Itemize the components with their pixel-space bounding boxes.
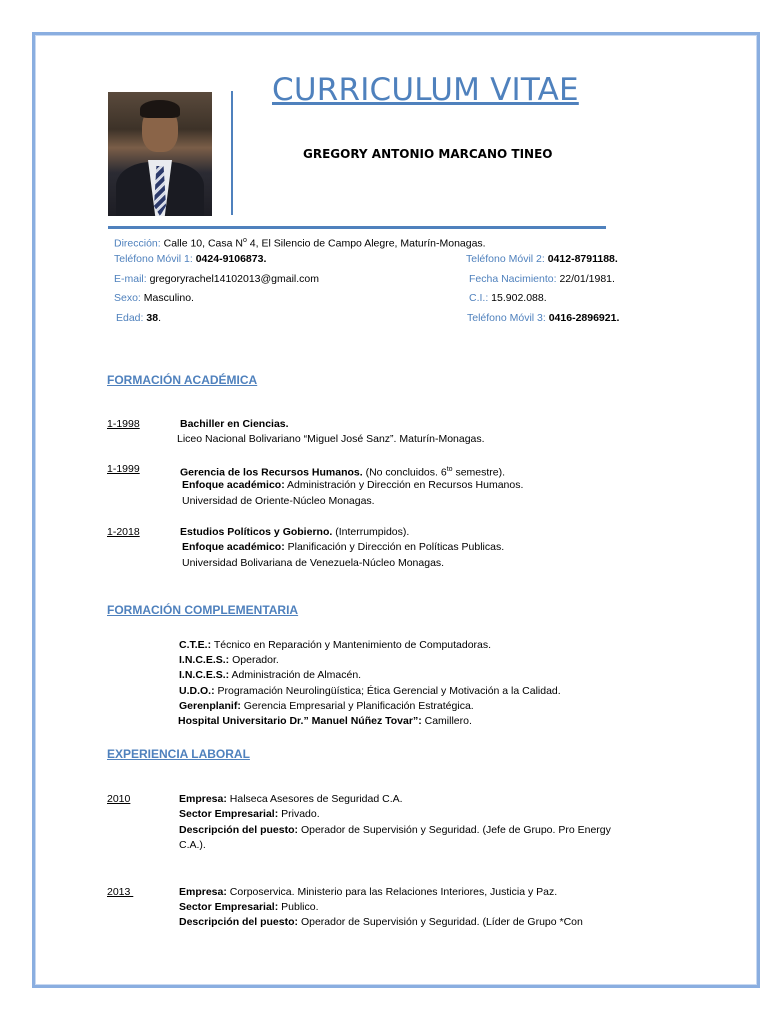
experience-description-2 — [179, 916, 583, 929]
experience-sector-1 — [179, 808, 320, 821]
experience-sector-2 — [179, 901, 319, 914]
vertical-divider — [231, 91, 233, 215]
phone2-label: Teléfono Móvil 2: — [466, 253, 545, 265]
birthdate-value: 22/01/1981. — [556, 273, 615, 285]
focus-value-2: Administración y Dirección en Recursos Humanos. — [284, 479, 524, 491]
comp-value-2: Operador. — [229, 654, 279, 666]
ci-line — [469, 292, 547, 305]
comp-label-1: C.T.E.: — [179, 639, 212, 651]
age-dot: . — [158, 312, 161, 324]
description-value-2: Operador de Supervisión y Seguridad. (Líder de Grupo *Con — [298, 916, 583, 928]
phone2-value: 0412-8791188. — [544, 253, 618, 265]
complementary-heading: FORMACIÓN COMPLEMENTARIA — [107, 603, 299, 617]
sex-value: Masculino. — [140, 292, 194, 304]
sector-label-1: Sector Empresarial: — [179, 808, 279, 820]
experience-company-2 — [179, 886, 557, 899]
address-label: Dirección: — [114, 237, 161, 250]
experience-description-1 — [179, 824, 611, 837]
birthdate-label: Fecha Nacimiento: — [469, 273, 557, 285]
description-value-1: Operador de Supervisión y Seguridad. (Jefe de Grupo. Pro Energy — [298, 824, 611, 836]
academic-institution-3: Universidad Bolivariana de Venezuela-Núcleo Monagas. — [182, 557, 445, 569]
complementary-item-3 — [179, 669, 361, 682]
age-label: Edad: — [116, 312, 144, 324]
experience-year-1: 2010 — [107, 793, 131, 805]
complementary-item-2 — [179, 654, 279, 667]
academic-focus-2 — [182, 479, 523, 492]
email-label: E-mail: — [114, 273, 147, 285]
phone1-label: Teléfono Móvil 1: — [114, 253, 193, 265]
comp-value-1: Técnico en Reparación y Mantenimiento de Computadoras. — [211, 639, 492, 651]
company-value-1: Halseca Asesores de Seguridad C.A. — [226, 793, 403, 805]
age-value: 38 — [143, 312, 159, 324]
comp-value-4: Programación Neurolingüística; Ética Gerencial y Motivación a la Calidad. — [214, 685, 561, 697]
email-line — [114, 273, 319, 286]
academic-year-2: 1-1999 — [107, 463, 140, 475]
description-label-2: Descripción del puesto: — [179, 916, 299, 928]
photo-hair — [140, 100, 180, 118]
academic-title-2 — [180, 463, 505, 480]
comp-value-3: Administración de Almacén. — [229, 669, 362, 681]
phone1-value: 0424-9106873. — [192, 253, 267, 265]
academic-note-2b: semestre). — [452, 466, 506, 479]
academic-heading: FORMACIÓN ACADÉMICA — [107, 373, 258, 387]
sex-label: Sexo: — [114, 292, 141, 304]
complementary-item-1 — [179, 639, 491, 652]
birthdate-line — [469, 273, 615, 286]
company-value-2: Corposervica. Ministerio para las Relaciones Interiores, Justicia y Paz. — [226, 886, 558, 898]
phone3-line — [467, 312, 619, 325]
complementary-item-6 — [178, 715, 472, 728]
description-label-1: Descripción del puesto: — [179, 824, 299, 836]
academic-title-2-text: Gerencia de los Recursos Humanos. — [180, 466, 363, 479]
academic-sup-2: to — [446, 466, 453, 473]
person-name: GREGORY ANTONIO MARCANO TINEO — [303, 147, 553, 161]
academic-title-3-text: Estudios Políticos y Gobierno. — [180, 526, 333, 538]
academic-note-2: (No concluidos. 6 — [362, 466, 447, 479]
academic-institution-2: Universidad de Oriente-Núcleo Monagas. — [182, 495, 375, 507]
focus-label-2: Enfoque académico: — [182, 479, 285, 491]
phone3-label: Teléfono Móvil 3: — [467, 312, 546, 324]
comp-value-6: Camillero. — [421, 715, 472, 727]
academic-institution-1: Liceo Nacional Bolivariano “Miguel José Sanz”. Maturín-Monagas. — [177, 433, 485, 445]
sector-value-1: Privado. — [278, 808, 320, 820]
document-title: CURRICULUM VITAE — [272, 72, 579, 108]
focus-value-3: Planificación y Dirección en Políticas Publicas. — [284, 541, 505, 553]
academic-title-3 — [180, 526, 409, 539]
comp-label-5: Gerenplanif: — [179, 700, 241, 712]
academic-note-3: (Interrumpidos). — [332, 526, 410, 538]
academic-focus-3 — [182, 541, 504, 554]
address-value: Calle 10, Casa N — [160, 237, 243, 250]
comp-label-3: I.N.C.E.S.: — [179, 669, 230, 681]
complementary-item-4 — [179, 685, 561, 698]
sex-line — [114, 292, 194, 305]
ci-label: C.I.: — [469, 292, 489, 304]
company-label-2: Empresa: — [179, 886, 227, 898]
email-value: gregoryrachel14102013@gmail.com — [146, 273, 320, 285]
phone1-line — [114, 253, 266, 266]
complementary-item-5 — [179, 700, 474, 713]
address-rest: 4, El Silencio de Campo Alegre, Maturín-Monagas. — [246, 237, 486, 250]
academic-year-3: 1-2018 — [107, 526, 140, 538]
focus-label-3: Enfoque académico: — [182, 541, 285, 553]
phone3-value: 0416-2896921. — [545, 312, 620, 324]
company-label-1: Empresa: — [179, 793, 227, 805]
ci-value: 15.902.088. — [488, 292, 547, 304]
academic-year-1: 1-1998 — [107, 418, 140, 430]
comp-label-2: I.N.C.E.S.: — [179, 654, 230, 666]
sector-value-2: Publico. — [278, 901, 319, 913]
sector-label-2: Sector Empresarial: — [179, 901, 279, 913]
address-line — [114, 234, 486, 251]
experience-company-1 — [179, 793, 403, 806]
experience-year-2: 2013 — [107, 886, 134, 898]
experience-description-1-cont: C.A.). — [179, 839, 206, 851]
phone2-line — [466, 253, 618, 266]
comp-value-5: Gerencia Empresarial y Planificación Estratégica. — [240, 700, 474, 712]
age-line — [116, 312, 161, 325]
profile-photo — [108, 92, 212, 216]
comp-label-6: Hospital Universitario Dr.” Manuel Núñez Tovar”: — [178, 715, 422, 727]
address-sup: o — [242, 237, 247, 244]
horizontal-divider — [108, 226, 606, 229]
comp-label-4: U.D.O.: — [179, 685, 215, 697]
experience-heading: EXPERIENCIA LABORAL — [107, 747, 250, 761]
academic-title-1: Bachiller en Ciencias. — [180, 418, 289, 430]
